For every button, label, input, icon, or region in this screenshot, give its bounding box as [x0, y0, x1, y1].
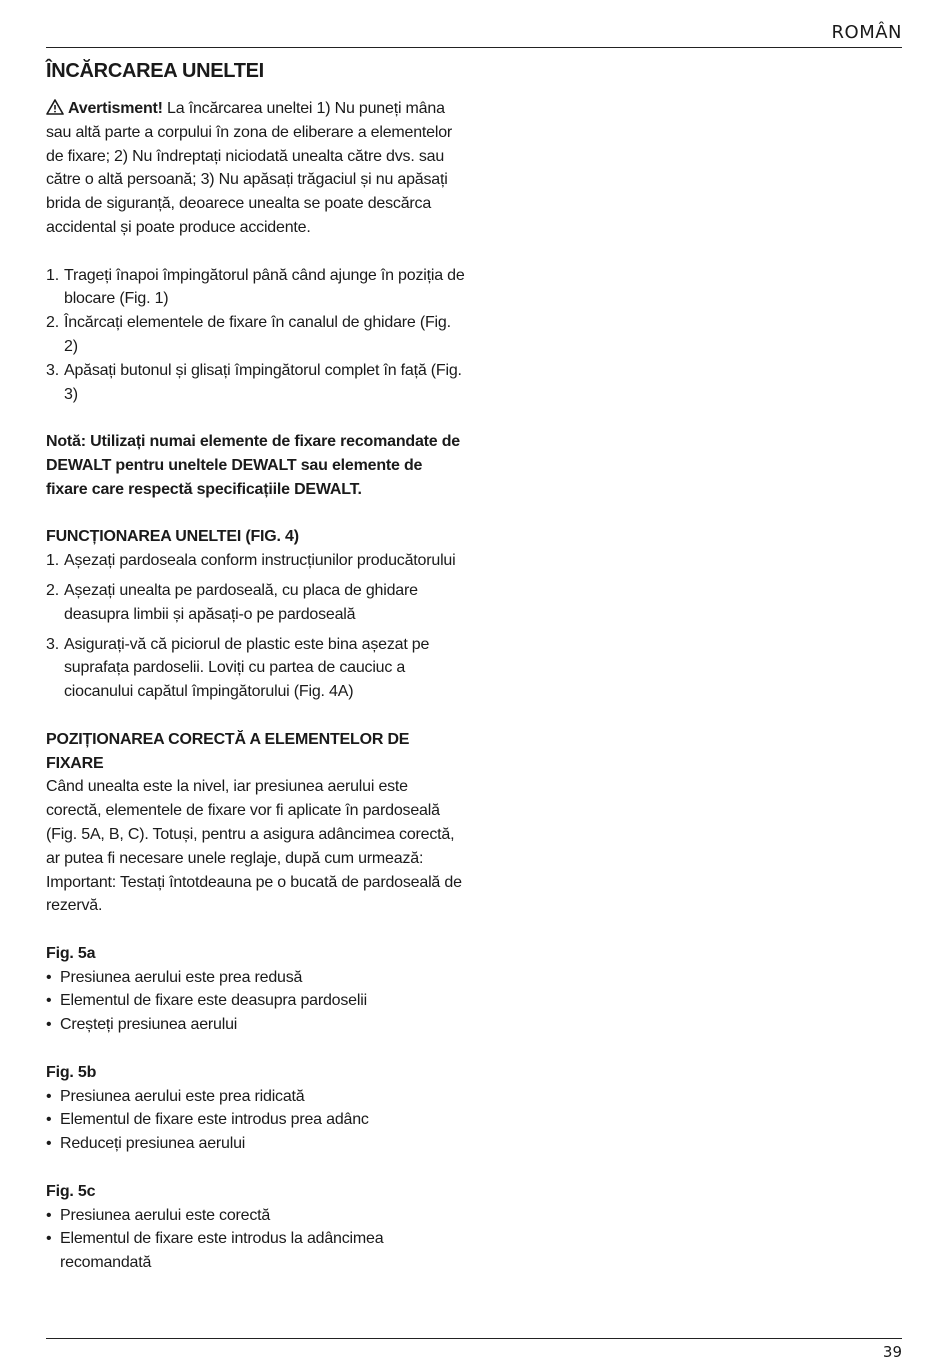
list-item: • Creșteți presiunea aerului — [46, 1016, 238, 1034]
warning-paragraph — [46, 97, 466, 240]
list-item: 3. Asigurați-vă că piciorul de plastic este bina așezat pe suprafața pardoselii. Loviți cu partea de cauciuc a ciocanului capătul împingătorului (Fig. 4A) — [46, 635, 430, 701]
warning-text: La încărcarea uneltei 1) Nu puneți mâna sau altă parte a corpului în zona de eliberare a elementelor de fixare; 2) Nu îndreptați niciodată unealta către dvs. sau către o altă persoană; 3) Nu apăsați trăgaciul și nu apăsați brida de siguranță, deoarece unealta se poate descărca accidental și poate produce accidente. — [46, 100, 453, 236]
figure-label-5c: Fig. 5c — [46, 1182, 96, 1200]
footer-divider — [46, 1338, 902, 1339]
warning-triangle-icon — [46, 99, 64, 115]
loading-steps-list — [46, 264, 466, 407]
list-item: • Elementul de fixare este deasupra pardoselii — [46, 992, 367, 1010]
positioning-paragraph: Când unealta este la nivel, iar presiunea aerului este corectă, elementele de fixare vor fi aplicate în pardoseală (Fig. 5A, B, C). Totuși, pentru a asigura adâncimea corectă, ar putea fi necesare unele reglaje, după cum urmează: — [46, 778, 455, 867]
list-item: • Presiunea aerului este corectă — [46, 1206, 271, 1224]
list-item: • Reduceți presiunea aerului — [46, 1135, 246, 1153]
figure-5a-list — [46, 966, 466, 1037]
section-title: ÎNCĂRCAREA UNELTEI — [46, 60, 264, 82]
list-item: • Presiunea aerului este prea redusă — [46, 968, 303, 986]
list-item: • Presiunea aerului este prea ridicată — [46, 1087, 305, 1105]
warning-label: Avertisment! — [68, 100, 163, 117]
list-item: 2. Așezați unealta pe pardoseală, cu placa de ghidare deasupra limbii și apăsați-o pe pardoseală — [46, 581, 418, 623]
figure-5b-list — [46, 1085, 466, 1156]
important-paragraph: Important: Testați întotdeauna pe o bucată de pardoseală de rezervă. — [46, 873, 462, 915]
header-divider — [46, 47, 902, 48]
list-item: 1. Așezați pardoseala conform instrucțiunilor producătorului — [46, 552, 456, 570]
list-item: • Elementul de fixare este introdus la adâncimea recomandată — [46, 1230, 384, 1272]
page-number: 39 — [882, 1343, 902, 1361]
list-item: 2. Încărcați elementele de fixare în canalul de ghidare (Fig. 2) — [46, 314, 451, 355]
note-paragraph: Notă: Utilizați numai elemente de fixare recomandate de DEWALT pentru uneltele DEWALT sau elemente de fixare care respectă specificațiile DEWALT. — [46, 433, 461, 498]
figure-label-5b: Fig. 5b — [46, 1063, 97, 1081]
list-item: 3. Apăsați butonul și glisați împingătorul complet în față (Fig. 3) — [46, 361, 462, 403]
list-item: 1. Trageți înapoi împingătorul până când ajunge în poziția de blocare (Fig. 1) — [46, 266, 465, 308]
page-content — [46, 57, 466, 1275]
language-label: ROMÂN — [831, 22, 902, 43]
operation-heading: FUNCȚIONAREA UNELTEI (FIG. 4) — [46, 528, 299, 546]
positioning-heading: POZIȚIONAREA CORECTĂ A ELEMENTELOR DE FIXARE — [46, 730, 410, 772]
figure-5c-list — [46, 1204, 466, 1275]
figure-label-5a: Fig. 5a — [46, 944, 96, 962]
list-item: • Elementul de fixare este introdus prea adânc — [46, 1111, 369, 1129]
operation-steps-list — [46, 549, 466, 704]
